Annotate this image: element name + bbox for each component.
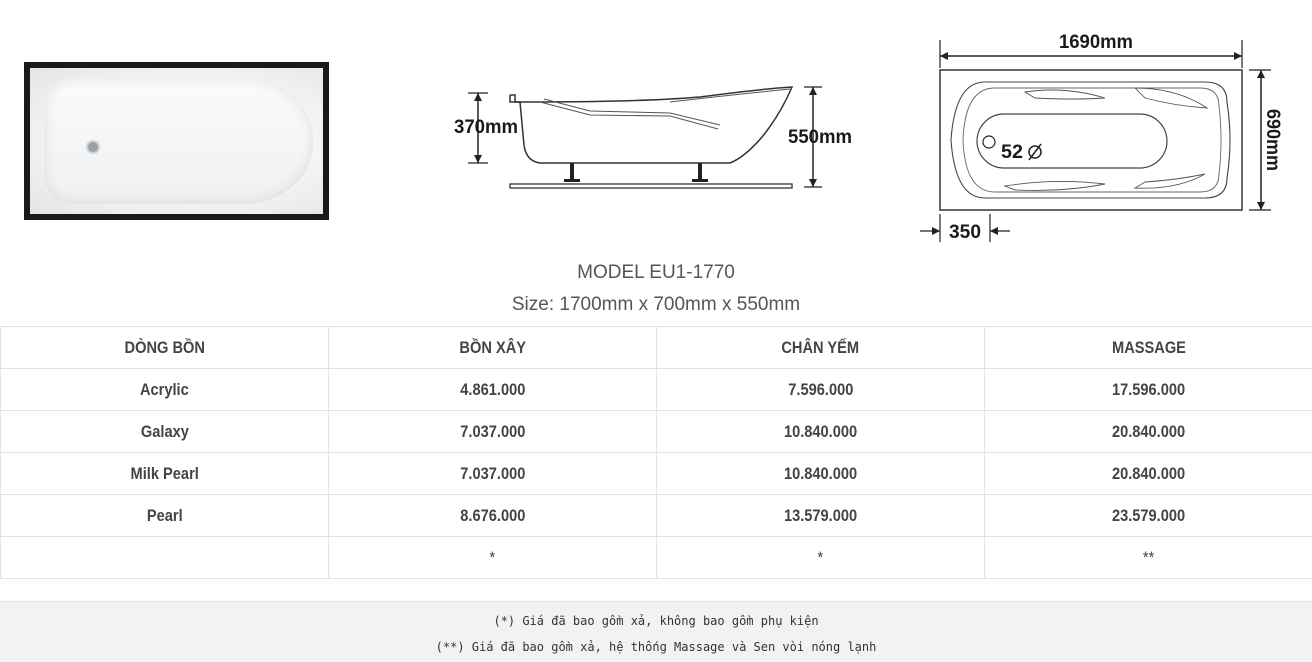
- note-line: (**) Giá đã bao gồm xả, hệ thống Massage và Sen vòi nóng lạnh: [435, 640, 877, 654]
- table-cell: Acrylic: [1, 369, 329, 411]
- table-cell: *: [657, 537, 985, 579]
- table-row: [1, 495, 1312, 537]
- table-row: [1, 411, 1312, 453]
- model-title: MODEL EU1-1770: [577, 262, 735, 283]
- header-cell-line: DÒNG BỒN: [1, 327, 329, 369]
- header-cell-massage: MASSAGE: [985, 327, 1312, 369]
- drain-icon: [88, 142, 98, 152]
- table-cell: 23.579.000: [985, 495, 1312, 537]
- table-cell: Galaxy: [1, 411, 329, 453]
- table-header-row: [1, 327, 1312, 369]
- top-view-diagram: [915, 28, 1295, 248]
- header-cell-apron: CHÂN YẾM: [657, 327, 985, 369]
- width-label: 690mm: [1262, 109, 1283, 175]
- table-row-footnote-marks: [1, 537, 1312, 579]
- table-cell: Pearl: [1, 495, 329, 537]
- table-cell: [1, 537, 329, 579]
- diameter-icon: [1029, 144, 1041, 160]
- product-figures: [0, 0, 1312, 255]
- height-right-label: 550mm: [788, 127, 852, 148]
- table-cell: 10.840.000: [657, 411, 985, 453]
- bathtub-photo: [24, 62, 329, 220]
- table-cell: 7.596.000: [657, 369, 985, 411]
- table-cell: **: [985, 537, 1312, 579]
- side-view-diagram: [440, 75, 860, 205]
- table-cell: Milk Pearl: [1, 453, 329, 495]
- table-row: [1, 369, 1312, 411]
- price-table: [0, 326, 1312, 579]
- drain-offset-label: 350: [949, 222, 981, 243]
- model-size: Size: 1700mm x 700mm x 550mm: [511, 294, 801, 315]
- table-cell: 13.579.000: [657, 495, 985, 537]
- table-cell: 7.037.000: [329, 453, 657, 495]
- table-cell: 17.596.000: [985, 369, 1312, 411]
- price-notes: [0, 601, 1312, 662]
- table-cell: 7.037.000: [329, 411, 657, 453]
- height-left-label: 370mm: [454, 117, 518, 138]
- length-label: 1690mm: [1059, 32, 1133, 53]
- table-cell: 8.676.000: [329, 495, 657, 537]
- table-cell: *: [329, 537, 657, 579]
- table-cell: 4.861.000: [329, 369, 657, 411]
- table-cell: 10.840.000: [657, 453, 985, 495]
- note-line: (*) Giá đã bao gồm xả, không bao gồm phụ kiện: [493, 614, 819, 628]
- table-cell: 20.840.000: [985, 453, 1312, 495]
- table-cell: 20.840.000: [985, 411, 1312, 453]
- table-row: [1, 453, 1312, 495]
- bathtub-basin: [44, 78, 313, 204]
- header-cell-built-in: BỒN XÂY: [329, 327, 657, 369]
- drain-diameter-label: 52: [1001, 142, 1023, 163]
